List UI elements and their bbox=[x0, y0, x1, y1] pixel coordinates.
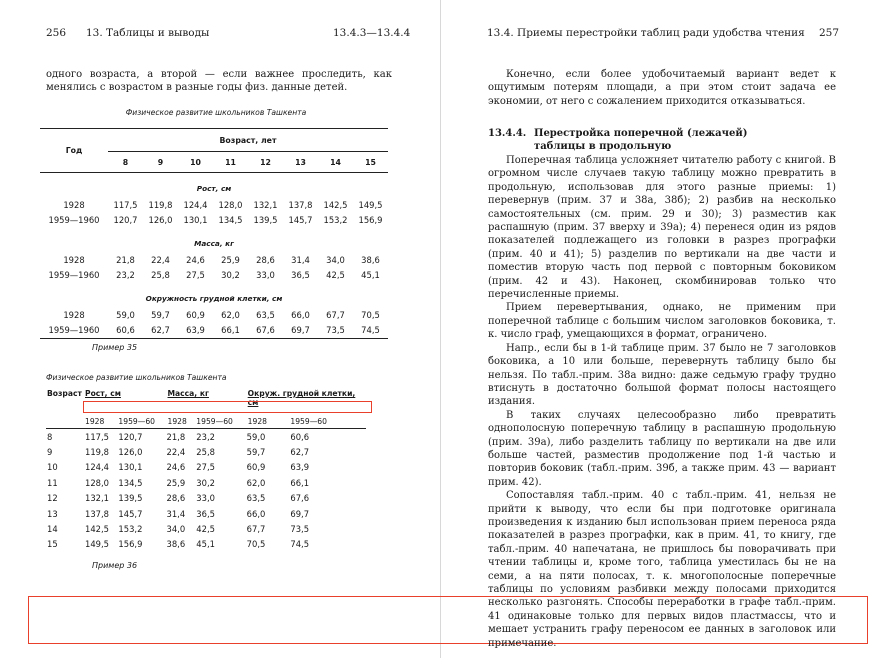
value-cell: 128,0 bbox=[85, 477, 109, 488]
value-cell: 33,0 bbox=[196, 493, 215, 504]
section-label: Окружность грудной клетки, см bbox=[145, 294, 283, 303]
value-cell: 28,6 bbox=[256, 254, 275, 265]
value-cell: 25,9 bbox=[221, 254, 240, 265]
age-col-header: 15 bbox=[353, 152, 388, 173]
value-cell: 70,5 bbox=[246, 539, 266, 550]
age-col-header: 12 bbox=[248, 152, 283, 173]
value-cell: 134,5 bbox=[118, 477, 143, 488]
paragraph-4: В таких случаях целесообразно либо превратить однополосную поперечную таблицу в распашную продольную (прим. 39а), либо разделить таблицу по вертикали на две или больше частей, разместив продолжение под 1-й частью и повторив боковик (табл.-прим. 39б, а также прим. 43 — вариант прим. 42). bbox=[488, 409, 836, 488]
value-cell: 60,9 bbox=[246, 462, 266, 473]
age-col-header: 14 bbox=[318, 152, 353, 173]
left-running-head: 13. Таблицы и выводы bbox=[86, 27, 210, 39]
paragraph-2: Прием перевертывания, однако, не применим при поперечной таблице с большим числом заголовков боковика, т. к. число граф, умещающихся в формат, ограничено. bbox=[488, 302, 836, 341]
value-cell: 34,0 bbox=[166, 524, 186, 535]
value-cell: 59,0 bbox=[246, 431, 266, 442]
year-subheader: 1928 bbox=[167, 414, 196, 429]
value-cell: 21,8 bbox=[166, 431, 186, 442]
value-cell: 28,6 bbox=[166, 493, 186, 504]
value-cell: 42,5 bbox=[196, 524, 215, 535]
left-intro-text: одного возраста, а второй — если важнее проследить, как менялись с возрастом в разные годы физ. данные детей. bbox=[46, 69, 392, 94]
value-cell: 134,5 bbox=[218, 215, 243, 226]
value-cell: 137,8 bbox=[85, 508, 109, 519]
table-row bbox=[46, 537, 366, 552]
table-row bbox=[40, 323, 388, 339]
table-row bbox=[46, 475, 366, 490]
table-row bbox=[40, 213, 388, 229]
age-col-header: 10 bbox=[178, 152, 213, 173]
value-cell: 60,9 bbox=[186, 309, 205, 320]
paragraph-5: Сопоставляя табл.-прим. 40 с табл.-прим. 41, нельзя не прийти к выводу, что если бы при подготовке оригинала произведения к изданию был использован прием переноса ряда показателей в разрез прографки, как в прим. 41, то книгу, где табл.-прим. 40 напечатана, не пришлось бы поворачивать при чтении таблицы и, кроме того, таблица уместилась бы не на семи, а на пяти полосах, т. к. многополосные поперечные таблицы по условиям разбивки между полосами приходится несколько разгонять. Способы переработки в графе табл.-прим. 41 одинаковые только для первых видов пластмассы, что и мешает устранить графу переносом ее данных в заголовок или примечание. bbox=[488, 490, 836, 649]
year-cell: 1928 bbox=[63, 199, 85, 210]
table-row bbox=[40, 268, 388, 284]
value-cell: 25,8 bbox=[196, 447, 215, 458]
table-row bbox=[46, 506, 366, 521]
left-section-range: 13.4.3—13.4.4 bbox=[333, 27, 411, 39]
value-cell: 23,2 bbox=[196, 431, 215, 442]
subsection-number: 13.4.4. bbox=[488, 128, 527, 139]
value-cell: 73,5 bbox=[290, 524, 310, 535]
value-cell: 117,5 bbox=[113, 199, 138, 210]
value-cell: 25,9 bbox=[166, 477, 186, 488]
left-page-number: 256 bbox=[46, 27, 67, 39]
table-row bbox=[46, 521, 366, 536]
subsection-title: Перестройка поперечной (лежачей) таблицы в продольную bbox=[534, 128, 748, 152]
subsection-heading bbox=[488, 127, 784, 153]
value-cell: 23,2 bbox=[116, 270, 135, 281]
value-cell: 63,5 bbox=[256, 309, 275, 320]
value-cell: 62,0 bbox=[246, 477, 266, 488]
year-subheader: 1928 bbox=[84, 414, 117, 429]
example-36-label: Пример 36 bbox=[92, 561, 138, 570]
value-cell: 36,5 bbox=[291, 270, 310, 281]
value-cell: 38,6 bbox=[166, 539, 186, 550]
book-spine bbox=[440, 0, 441, 658]
value-cell: 149,5 bbox=[358, 199, 383, 210]
right-body-text bbox=[488, 154, 836, 650]
value-cell: 124,4 bbox=[85, 462, 109, 473]
value-cell: 120,7 bbox=[113, 215, 138, 226]
age-cell: 13 bbox=[47, 508, 58, 519]
table-physical-development-1 bbox=[40, 128, 388, 339]
value-cell: 120,7 bbox=[118, 431, 143, 442]
paragraph-3: Напр., если бы в 1-й таблице прим. 37 было не 7 заголовков боковика, а 10 или больше, перевернуть таблицу было бы нельзя. По табл.-прим. 38а видно: даже седьмую графу трудно втиснуть в достаточно большой формат полосы настоящего издания. bbox=[488, 342, 836, 408]
year-cell: 1928 bbox=[63, 254, 85, 265]
value-cell: 34,0 bbox=[326, 254, 345, 265]
value-cell: 142,5 bbox=[323, 199, 348, 210]
table-row bbox=[46, 444, 366, 459]
value-cell: 145,7 bbox=[288, 215, 313, 226]
table-row bbox=[46, 460, 366, 475]
year-cell: 1959—1960 bbox=[48, 270, 100, 281]
value-cell: 67,7 bbox=[326, 309, 345, 320]
value-cell: 126,0 bbox=[148, 215, 173, 226]
value-cell: 70,5 bbox=[361, 309, 380, 320]
example-35-label: Пример 35 bbox=[92, 343, 138, 352]
table-row bbox=[40, 307, 388, 323]
value-cell: 63,9 bbox=[290, 462, 310, 473]
value-cell: 30,2 bbox=[221, 270, 240, 281]
year-subheader: 1959—60 bbox=[289, 414, 366, 429]
value-cell: 25,8 bbox=[151, 270, 170, 281]
value-cell: 153,2 bbox=[118, 524, 143, 535]
value-cell: 124,4 bbox=[183, 199, 208, 210]
year-subheader: 1928 bbox=[247, 414, 290, 429]
value-cell: 66,0 bbox=[246, 508, 266, 519]
age-column-header: Возраст bbox=[47, 389, 82, 398]
age-cell: 15 bbox=[47, 539, 58, 550]
table1-caption: Физическое развитие школьников Ташкента bbox=[125, 108, 307, 117]
value-cell: 22,4 bbox=[166, 447, 186, 458]
age-cell: 9 bbox=[47, 447, 53, 458]
table-row bbox=[46, 429, 366, 445]
value-cell: 74,5 bbox=[290, 539, 310, 550]
value-cell: 139,5 bbox=[253, 215, 278, 226]
year-cell: 1928 bbox=[63, 309, 85, 320]
value-cell: 27,5 bbox=[186, 270, 205, 281]
value-cell: 119,8 bbox=[148, 199, 173, 210]
table-row bbox=[46, 491, 366, 506]
year-header: Год bbox=[40, 129, 108, 173]
value-cell: 66,1 bbox=[290, 477, 310, 488]
section-label: Масса, кг bbox=[194, 239, 234, 248]
value-cell: 63,5 bbox=[246, 493, 266, 504]
age-cell: 10 bbox=[47, 462, 58, 473]
value-cell: 117,5 bbox=[85, 431, 109, 442]
value-cell: 60,6 bbox=[290, 431, 310, 442]
height-group-header: Рост, см bbox=[85, 389, 121, 398]
value-cell: 142,5 bbox=[85, 524, 109, 535]
age-col-header: 8 bbox=[108, 152, 143, 173]
value-cell: 145,7 bbox=[118, 508, 143, 519]
age-cell: 11 bbox=[47, 477, 58, 488]
value-cell: 30,2 bbox=[196, 477, 215, 488]
value-cell: 130,1 bbox=[118, 462, 143, 473]
chest-group-header: Окруж. грудной клетки, см bbox=[247, 389, 356, 407]
value-cell: 119,8 bbox=[85, 447, 109, 458]
right-running-head: 13.4. Приемы перестройки таблиц ради удобства чтения bbox=[487, 27, 805, 39]
value-cell: 59,7 bbox=[246, 447, 266, 458]
mass-group-header: Масса, кг bbox=[167, 389, 209, 398]
value-cell: 24,6 bbox=[186, 254, 205, 265]
age-cell: 12 bbox=[47, 493, 58, 504]
value-cell: 60,6 bbox=[108, 323, 143, 339]
value-cell: 59,0 bbox=[116, 309, 135, 320]
value-cell: 139,5 bbox=[118, 493, 143, 504]
value-cell: 24,6 bbox=[166, 462, 186, 473]
highlight-box-year-row bbox=[83, 401, 372, 413]
table2-caption: Физическое развитие школьников Ташкента bbox=[46, 373, 227, 382]
value-cell: 130,1 bbox=[183, 215, 208, 226]
year-subheader: 1959—60 bbox=[195, 414, 246, 429]
value-cell: 33,0 bbox=[256, 270, 275, 281]
right-top-paragraph bbox=[488, 68, 836, 108]
value-cell: 45,1 bbox=[361, 270, 380, 281]
value-cell: 31,4 bbox=[166, 508, 186, 519]
year-subheader: 1959—60 bbox=[117, 414, 166, 429]
value-cell: 66,1 bbox=[213, 323, 248, 339]
value-cell: 69,7 bbox=[290, 508, 310, 519]
age-col-header: 9 bbox=[143, 152, 178, 173]
value-cell: 128,0 bbox=[218, 199, 243, 210]
value-cell: 126,0 bbox=[118, 447, 143, 458]
value-cell: 149,5 bbox=[85, 539, 109, 550]
value-cell: 27,5 bbox=[196, 462, 215, 473]
value-cell: 153,2 bbox=[323, 215, 348, 226]
age-cell: 8 bbox=[47, 431, 53, 442]
value-cell: 74,5 bbox=[353, 323, 388, 339]
value-cell: 31,4 bbox=[291, 254, 310, 265]
value-cell: 66,0 bbox=[291, 309, 310, 320]
year-cell: 1959—1960 bbox=[40, 323, 108, 339]
value-cell: 67,7 bbox=[246, 524, 266, 535]
value-cell: 67,6 bbox=[248, 323, 283, 339]
value-cell: 21,8 bbox=[116, 254, 135, 265]
value-cell: 62,0 bbox=[221, 309, 240, 320]
value-cell: 62,7 bbox=[143, 323, 178, 339]
value-cell: 73,5 bbox=[318, 323, 353, 339]
value-cell: 69,7 bbox=[283, 323, 318, 339]
value-cell: 132,1 bbox=[253, 199, 278, 210]
age-col-header: 13 bbox=[283, 152, 318, 173]
value-cell: 38,6 bbox=[361, 254, 380, 265]
table-row bbox=[40, 197, 388, 213]
value-cell: 42,5 bbox=[326, 270, 345, 281]
table-row bbox=[40, 252, 388, 268]
value-cell: 45,1 bbox=[196, 539, 215, 550]
age-cell: 14 bbox=[47, 524, 58, 535]
value-cell: 22,4 bbox=[151, 254, 170, 265]
age-header: Возраст, лет bbox=[108, 129, 388, 152]
value-cell: 156,9 bbox=[118, 539, 143, 550]
paragraph-top: Конечно, если более удобочитаемый вариант ведет к ощутимым потерям площади, а при этом стоит задача ее экономии, от него с сожалением приходится отказываться. bbox=[488, 69, 836, 107]
value-cell: 36,5 bbox=[196, 508, 215, 519]
value-cell: 137,8 bbox=[288, 199, 313, 210]
paragraph-1: Поперечная таблица усложняет читателю работу с книгой. В огромном числе случаев такую таблицу можно превратить в продольную, использовав для этого разные приемы: 1) перевернув (прим. 37 и 38а, 38б); 2) разбив на несколько самостоятельных (см. прим. 29 и 30); 3) разместив как распашную (прим. 37 вверху и 39а); 4) перенеся один из рядов показателей подлежащего из головки в разрез прографки (прим. 40 и 41); 5) разделив по вертикали на две части и поместив вторую часть под первой с повторным боковиком (прим. 42 и 43). Наконец, скомбинировав только что перечисленные приемы. bbox=[488, 155, 836, 301]
value-cell: 59,7 bbox=[151, 309, 170, 320]
value-cell: 62,7 bbox=[290, 447, 310, 458]
value-cell: 132,1 bbox=[85, 493, 109, 504]
value-cell: 63,9 bbox=[178, 323, 213, 339]
right-page-number: 257 bbox=[819, 27, 840, 39]
age-col-header: 11 bbox=[213, 152, 248, 173]
value-cell: 67,6 bbox=[290, 493, 310, 504]
section-label: Рост, см bbox=[196, 184, 232, 193]
value-cell: 156,9 bbox=[358, 215, 383, 226]
year-cell: 1959—1960 bbox=[48, 215, 100, 226]
